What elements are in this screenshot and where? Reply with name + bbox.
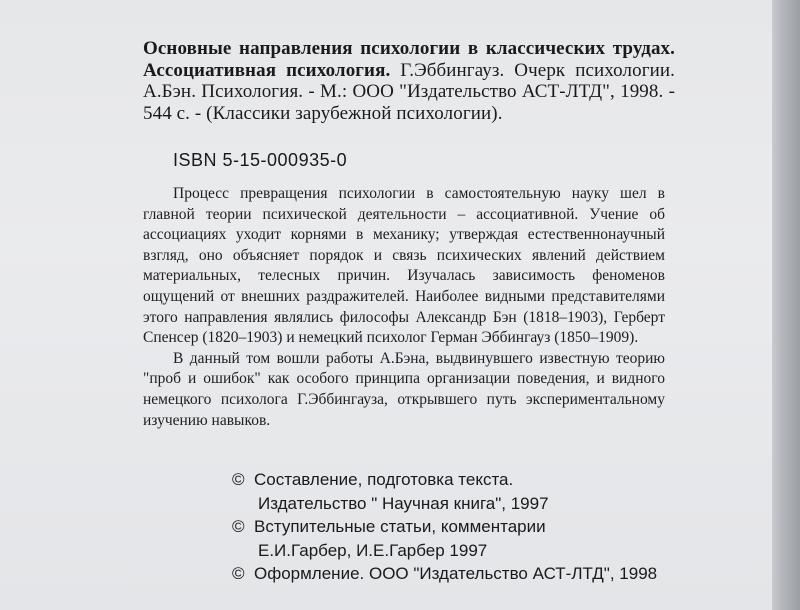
copyright-block: [232, 468, 702, 586]
copyright-line: © Оформление. ООО "Издательство АСТ-ЛТД", 1998: [232, 562, 702, 586]
bibliographic-record: [143, 38, 675, 124]
annotation-paragraph: Процесс превращения психологии в самостоятельную науку шел в главной теории психической деятельности – ассоциативной. Учение об ассоциациях уходит корнями в механику; утверждая естественнонаучный взгляд, оно объясняет порядок и связь психических явлений действием материальных, телесных причин. Изучалась зависимость феноменов ощущений от внешних раздражителей. Наиболее видными представителями этого направления являлись философы Александр Бэн (1818–1903), Герберт Спенсер (1820–1903) и немецкий психолог Герман Эббингауз (1850–1909).: [143, 185, 665, 347]
book-title: Основные направления психологии в классических трудах. Ассоциативная психология.: [143, 38, 675, 81]
annotation-paragraph: В данный том вошли работы А.Бэна, выдвинувшего известную теорию "проб и ошибок" как особого принципа организации поведения, и видного немецкого психолога Г.Эббингауза, открывшего путь экспериментальному изучению навыков.: [143, 349, 665, 429]
isbn-number: ISBN 5-15-000935-0: [173, 150, 348, 170]
copyright-symbol: ©: [232, 564, 245, 583]
copyright-line: Е.И.Гарбер, И.Е.Гарбер 1997: [258, 540, 488, 560]
copyright-line: © Составление, подготовка текста.: [232, 468, 702, 492]
copyright-line: © Вступительные статьи, комментарии: [232, 515, 702, 539]
publication-details: Г.Эббингауз. Очерк психологии. А.Бэн. Психология. - М.: ООО "Издательство АСТ-ЛТД", 1998. - 544 с. - (Классики зарубежной психологии).: [143, 59, 675, 124]
copyright-line: Издательство " Научная книга", 1997: [258, 493, 549, 513]
copyright-symbol: ©: [232, 470, 245, 489]
page-edge: [772, 0, 800, 610]
annotation: [143, 184, 665, 431]
copyright-symbol: ©: [232, 517, 245, 536]
